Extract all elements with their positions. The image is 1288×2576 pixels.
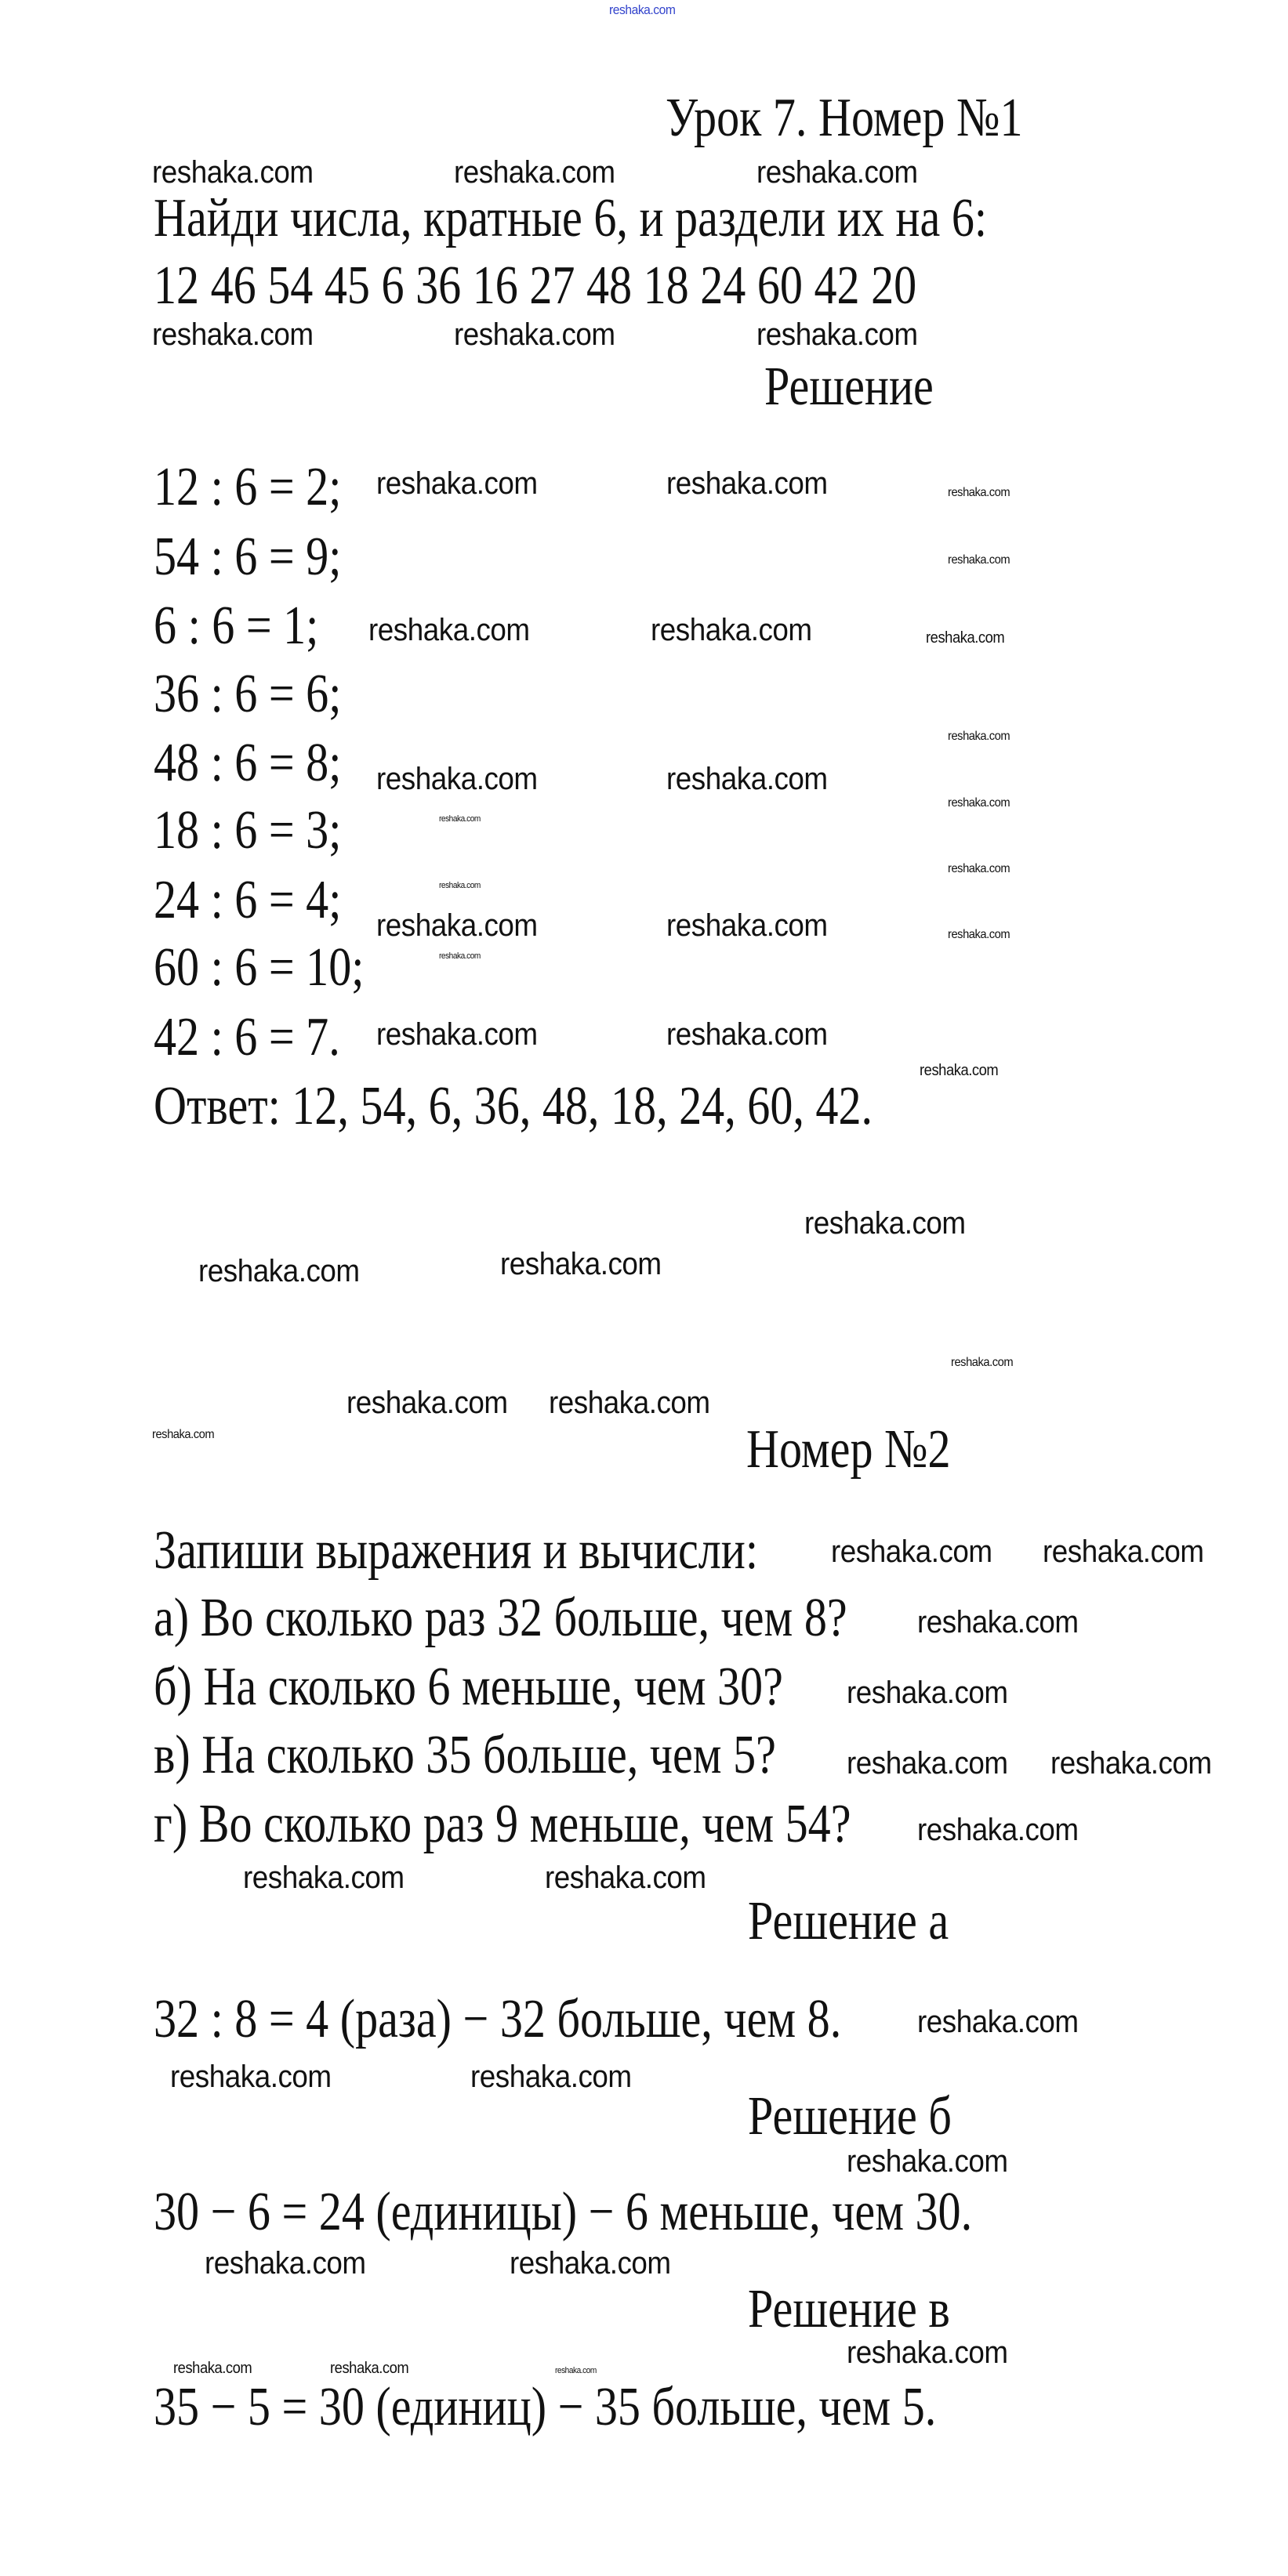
watermark: reshaka.com — [454, 155, 615, 190]
watermark: reshaka.com — [470, 2060, 632, 2094]
task1-numbers: 12 46 54 45 6 36 16 27 48 18 24 60 42 20 — [154, 255, 917, 316]
task1-prompt: Найди числа, кратные 6, и раздели их на 6: — [154, 188, 988, 248]
task2-title: Номер №2 — [746, 1419, 951, 1480]
watermark: reshaka.com — [549, 1386, 710, 1420]
watermark: reshaka.com — [920, 1062, 999, 1079]
watermark: reshaka.com — [756, 155, 918, 190]
solution-b-heading: Решение б — [748, 2086, 952, 2147]
watermark: reshaka.com — [926, 629, 1005, 647]
watermark: reshaka.com — [948, 928, 1010, 941]
watermark: reshaka.com — [651, 613, 812, 647]
watermark: reshaka.com — [152, 317, 314, 352]
watermark: reshaka.com — [152, 155, 314, 190]
lesson-title: Урок 7. Номер №1 — [666, 88, 1023, 148]
watermark: reshaka.com — [510, 2246, 671, 2281]
solution-heading: Решение — [764, 357, 934, 417]
solution-step: 6 : 6 = 1; — [154, 596, 319, 656]
watermark: reshaka.com — [368, 613, 530, 647]
task2-question: а) Во сколько раз 32 больше, чем 8? — [154, 1588, 847, 1648]
watermark: reshaka.com — [951, 1356, 1014, 1369]
watermark: reshaka.com — [847, 2144, 1008, 2179]
watermark: reshaka.com — [847, 2335, 1008, 2370]
solution-a-heading: Решение а — [748, 1891, 949, 1951]
watermark: reshaka.com — [500, 1247, 662, 1281]
solution-step: 24 : 6 = 4; — [154, 870, 342, 930]
solution-step: 60 : 6 = 10; — [154, 937, 365, 998]
task2-prompt: Запиши выражения и вычисли: — [154, 1520, 758, 1581]
watermark: reshaka.com — [545, 1860, 706, 1895]
watermark: reshaka.com — [666, 762, 828, 796]
watermark: reshaka.com — [1050, 1746, 1212, 1781]
watermark: reshaka.com — [152, 1428, 215, 1441]
watermark: reshaka.com — [243, 1860, 405, 1895]
solution-step: 54 : 6 = 9; — [154, 527, 342, 587]
watermark: reshaka.com — [917, 2005, 1079, 2039]
watermark: reshaka.com — [847, 1746, 1008, 1781]
watermark: reshaka.com — [376, 762, 538, 796]
watermark: reshaka.com — [205, 2246, 366, 2281]
solution-step: 12 : 6 = 2; — [154, 457, 342, 517]
watermark: reshaka.com — [346, 1386, 508, 1420]
watermark: reshaka.com — [198, 1254, 360, 1288]
solution-v-heading: Решение в — [748, 2279, 950, 2339]
watermark: reshaka.com — [831, 1534, 992, 1569]
watermark: reshaka.com — [917, 1605, 1079, 1639]
watermark: reshaka.com — [170, 2060, 332, 2094]
watermark: reshaka.com — [1043, 1534, 1204, 1569]
watermark: reshaka.com — [666, 908, 828, 943]
watermark: reshaka.com — [376, 466, 538, 501]
solution-v-text: 35 − 5 = 30 (единиц) − 35 больше, чем 5. — [154, 2377, 937, 2437]
solution-step: 48 : 6 = 8; — [154, 733, 342, 793]
solution-step: 18 : 6 = 3; — [154, 800, 342, 860]
task1-answer: Ответ: 12, 54, 6, 36, 48, 18, 24, 60, 42. — [154, 1076, 873, 1136]
watermark: reshaka.com — [439, 951, 481, 961]
watermark: reshaka.com — [917, 1813, 1079, 1847]
watermark: reshaka.com — [439, 881, 481, 890]
solution-b-text: 30 − 6 = 24 (единицы) − 6 меньше, чем 30. — [154, 2182, 973, 2242]
watermark: reshaka.com — [948, 796, 1010, 810]
watermark: reshaka.com — [376, 1017, 538, 1052]
watermark: reshaka.com — [666, 466, 828, 501]
watermark: reshaka.com — [330, 2360, 409, 2377]
task2-question: б) На сколько 6 меньше, чем 30? — [154, 1657, 783, 1717]
watermark: reshaka.com — [804, 1206, 966, 1241]
watermark: reshaka.com — [454, 317, 615, 352]
watermark: reshaka.com — [555, 2366, 597, 2375]
watermark: reshaka.com — [847, 1676, 1008, 1710]
solution-a-text: 32 : 8 = 4 (раза) − 32 больше, чем 8. — [154, 1989, 842, 2049]
watermark: reshaka.com — [948, 486, 1010, 499]
watermark: reshaka.com — [948, 862, 1010, 875]
watermark: reshaka.com — [948, 730, 1010, 743]
watermark: reshaka.com — [173, 2360, 252, 2377]
solution-step: 36 : 6 = 6; — [154, 664, 342, 724]
task2-question: г) Во сколько раз 9 меньше, чем 54? — [154, 1794, 851, 1854]
task2-question: в) На сколько 35 больше, чем 5? — [154, 1725, 776, 1785]
watermark: reshaka.com — [756, 317, 918, 352]
watermark: reshaka.com — [439, 814, 481, 824]
watermark: reshaka.com — [666, 1017, 828, 1052]
watermark: reshaka.com — [948, 553, 1010, 567]
solution-step: 42 : 6 = 7. — [154, 1007, 340, 1067]
watermark: reshaka.com — [609, 2, 676, 17]
watermark: reshaka.com — [376, 908, 538, 943]
